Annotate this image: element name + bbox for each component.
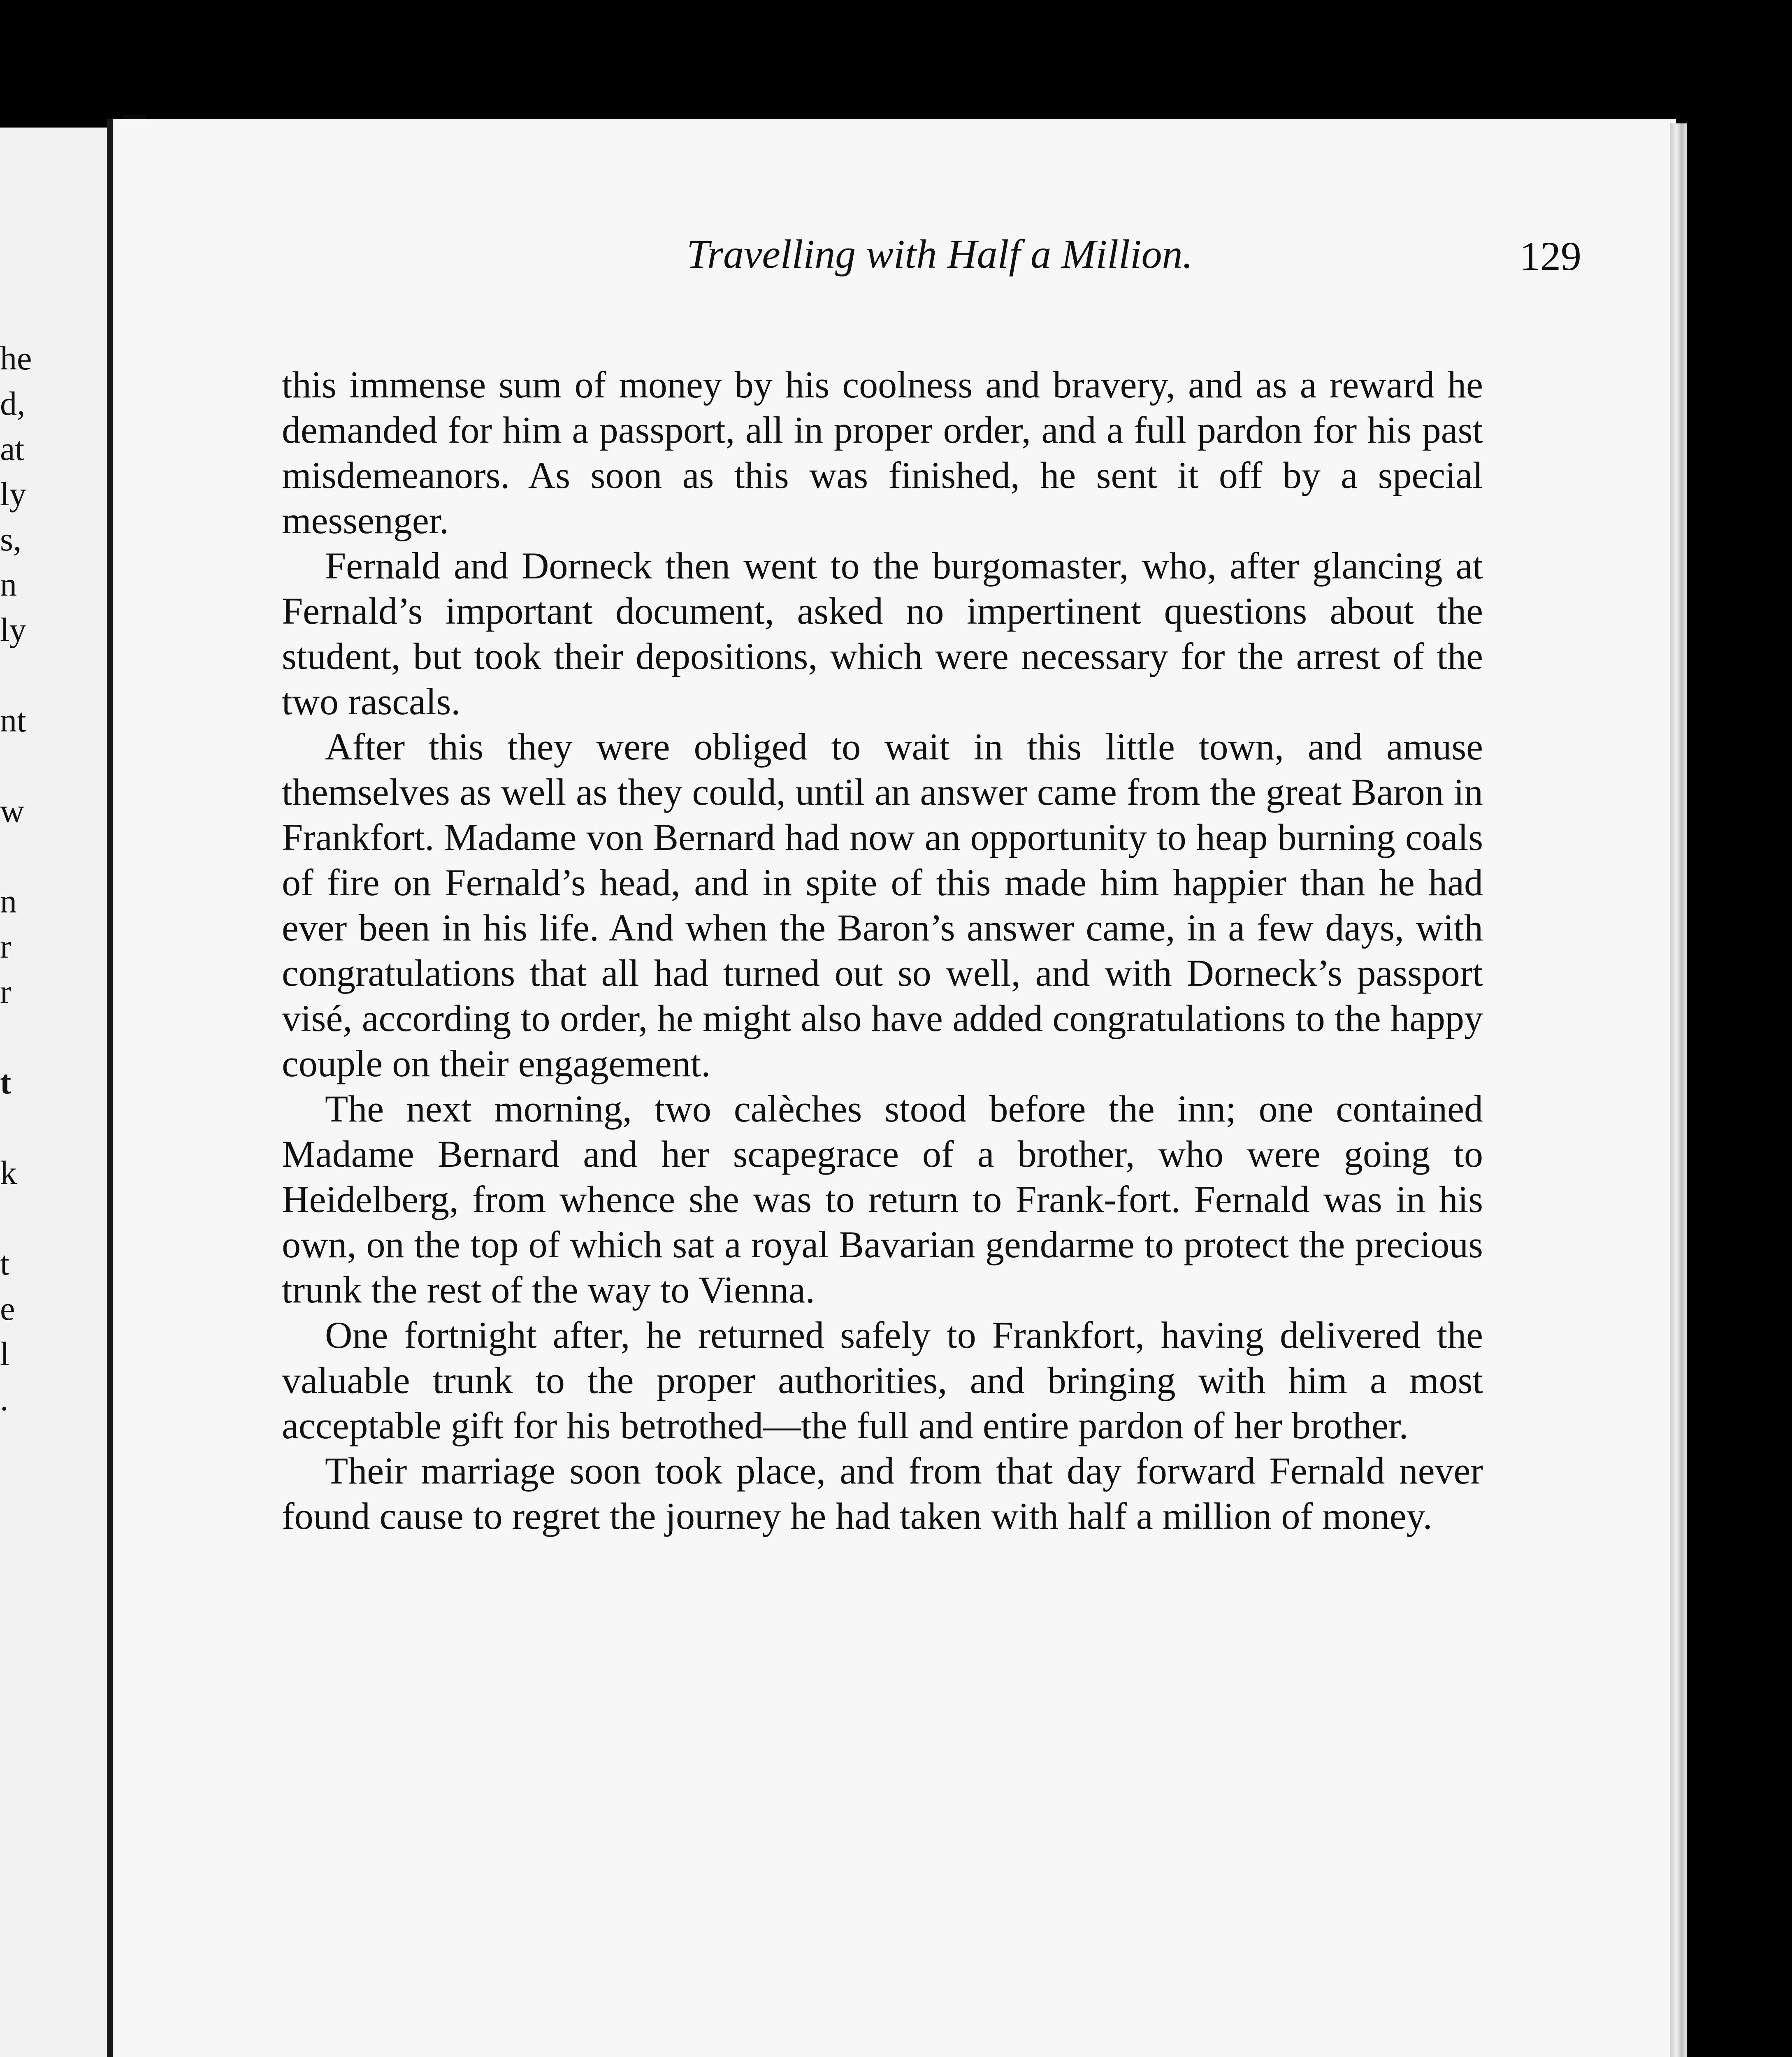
left-fragment: r bbox=[0, 928, 12, 965]
paragraph: this immense sum of money by his coolness and bravery, and as a reward he demanded for him a passport, all in proper order, and a full pardon for his past misdemeanors. As soon as this was finished, he sent it off by a special messenger. bbox=[282, 364, 1483, 541]
running-title: Travelling with Half a Million. bbox=[687, 231, 1193, 277]
left-fragment: k bbox=[0, 1154, 17, 1191]
left-fragment: t bbox=[0, 1244, 9, 1282]
left-fragment: . bbox=[0, 1380, 9, 1418]
left-fragment: n bbox=[0, 566, 17, 603]
left-fragment: r bbox=[0, 973, 12, 1010]
paragraph: After this they were obliged to wait in this little town, and amuse themselves as well as they could, until an answer came from the great Baron in Frankfort. Madame von Bernard had now an opportunity to heap burning coals of fire on Fernald’s head, and in spite of this made him happier than he had ever been in his life. And when the Baron’s answer came, in a few days, with congratulations that all had turned out so well, and with Dorneck’s passport visé, according to order, he might also have added congratulations to the happy couple on their engagement. bbox=[282, 726, 1483, 1084]
left-fragment: l bbox=[0, 1335, 9, 1372]
left-fragment: nt bbox=[0, 701, 26, 739]
left-fragment: at bbox=[0, 430, 25, 467]
page-number: 129 bbox=[1520, 233, 1581, 279]
left-fragment: he bbox=[0, 339, 32, 377]
left-fragment: ly bbox=[0, 611, 26, 648]
left-fragment: t bbox=[0, 1063, 12, 1101]
left-page-text-fragments bbox=[0, 128, 123, 2057]
left-fragment: w bbox=[0, 792, 25, 829]
paragraph: Fernald and Dorneck then went to the burgomaster, who, after glancing at Fernald’s important document, asked no impertinent questions about the student, but took their depositions, which were necessary for the arrest of the two rascals. bbox=[282, 545, 1483, 722]
paragraph: The next morning, two calèches stood before the inn; one contained Madame Bernard and her scapegrace of a brother, who were going to Heidelberg, from whence she was to return to Frank-fort. Fernald was in his own, on the top of which sat a royal Bavarian gendarme to protect the precious trunk the rest of the way to Vienna. bbox=[282, 1088, 1483, 1311]
left-page bbox=[0, 128, 123, 2057]
body-text bbox=[282, 362, 1483, 1539]
left-fragment: s, bbox=[0, 520, 22, 558]
paragraph: One fortnight after, he returned safely to Frankfort, having delivered the valuable trunk to the proper authorities, and bringing with him a most acceptable gift for his betrothed—the full and entire pardon of her brother. bbox=[282, 1314, 1483, 1446]
left-fragment: ly bbox=[0, 475, 26, 513]
page-edge-stack bbox=[1670, 123, 1687, 2057]
left-fragment: n bbox=[0, 882, 17, 920]
paragraph: Their marriage soon took place, and from that day forward Fernald never found cause to regret the journey he had taken with half a million of money. bbox=[282, 1450, 1483, 1537]
left-fragment: e bbox=[0, 1290, 15, 1327]
left-fragment: d, bbox=[0, 385, 26, 422]
